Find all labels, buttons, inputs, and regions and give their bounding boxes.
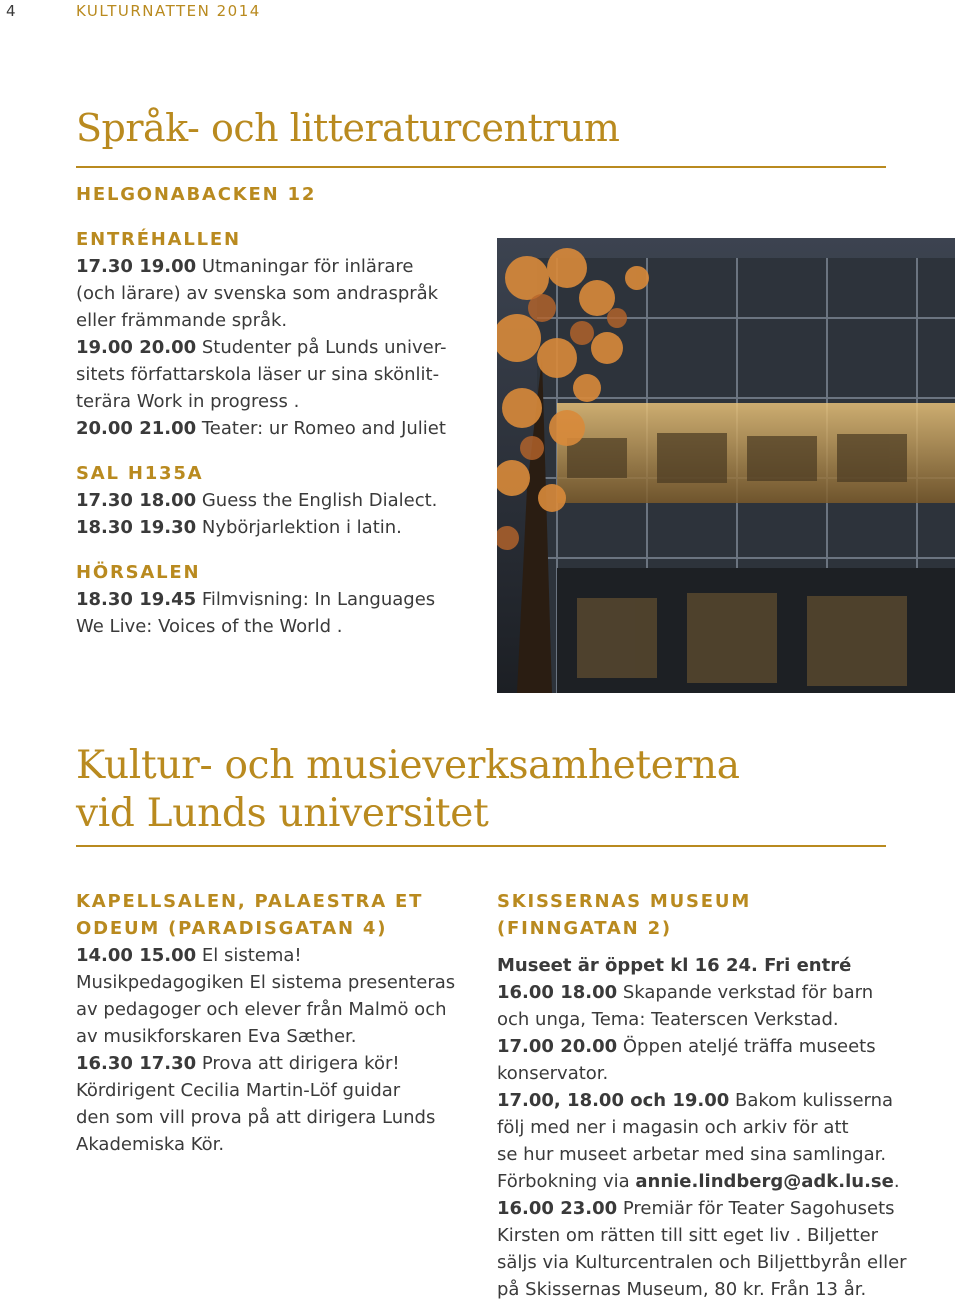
program-line: och unga, Tema: Teaterscen Verkstad. xyxy=(497,1009,839,1030)
program-line: (och lärare) av svenska som andraspråk xyxy=(76,283,439,304)
program-line: säljs via Kulturcentralen och Biljettbyrån eller xyxy=(497,1252,907,1273)
venue-heading: HÖRSALEN xyxy=(76,562,201,583)
section2-left-column xyxy=(76,888,476,1158)
time-label: 19.00 20.00 xyxy=(76,337,197,358)
time-label: 17.00 20.00 xyxy=(497,1036,618,1057)
section-title-2-line2: vid Lunds universitet xyxy=(76,791,489,836)
time-label: 17.30 18.00 xyxy=(76,490,197,511)
time-label: 17.30 19.00 xyxy=(76,256,197,277)
program-line: Kördirigent Cecilia Martin-Löf guidar xyxy=(76,1080,401,1101)
page-number: 4 xyxy=(6,2,16,20)
program-line: 18.30 19.45 Filmvisning: In Languages xyxy=(76,589,436,610)
title-rule-1 xyxy=(76,166,886,168)
program-line: på Skissernas Museum, 80 kr. Från 13 år. xyxy=(497,1279,867,1300)
program-line: 14.00 15.00 El sistema! xyxy=(76,945,302,966)
skissernas-lines xyxy=(497,952,917,1303)
program-line: av pedagoger och elever från Malmö och xyxy=(76,999,447,1020)
time-label: 16.30 17.30 xyxy=(76,1053,197,1074)
program-line xyxy=(497,952,917,979)
address: HELGONABACKEN 12 xyxy=(76,184,317,205)
program-line: 17.30 18.00 Guess the English Dialect. xyxy=(76,490,438,511)
time-label: 17.00, 18.00 och 19.00 xyxy=(497,1090,730,1111)
skissernas-heading-1: SKISSERNAS MUSEUM xyxy=(497,891,752,912)
building-photo xyxy=(497,238,955,693)
program-line: konservator. xyxy=(497,1063,609,1084)
program-line: 17.00, 18.00 och 19.00 Bakom kulisserna xyxy=(497,1090,894,1111)
program-line: Förbokning via annie.lindberg@adk.lu.se. xyxy=(497,1171,900,1192)
skissernas-heading-2: (FINNGATAN 2) xyxy=(497,918,672,939)
program-line: se hur museet arbetar med sina samlingar. xyxy=(497,1144,887,1165)
section1-column xyxy=(76,181,486,640)
program-line: Kirsten om rätten till sitt eget liv . Biljetter xyxy=(497,1225,879,1246)
running-title: KULTURNATTEN 2014 xyxy=(76,2,261,20)
venue-heading: ENTRÉHALLEN xyxy=(76,229,241,250)
kapellsalen-lines xyxy=(76,942,476,1158)
time-label: 16.00 23.00 xyxy=(497,1198,618,1219)
program-line: 17.00 20.00 Öppen ateljé träffa museets xyxy=(497,1036,876,1057)
program-line: följ med ner i magasin och arkiv för att xyxy=(497,1117,849,1138)
time-label: 18.30 19.30 xyxy=(76,517,197,538)
program-line: 16.00 23.00 Premiär för Teater Sagohusets xyxy=(497,1198,895,1219)
program-line: 18.30 19.30 Nybörjarlektion i latin. xyxy=(76,517,402,538)
kapellsalen-heading-2: ODEUM (PARADISGATAN 4) xyxy=(76,918,388,939)
program-line: 16.00 18.00 Skapande verkstad för barn xyxy=(497,982,874,1003)
time-label: Museet är öppet kl 16 24. Fri entré xyxy=(497,955,852,976)
program-line: terära Work in progress . xyxy=(76,391,300,412)
section1-groups xyxy=(76,226,486,640)
program-line: 17.30 19.00 Utmaningar för inlärare xyxy=(76,256,414,277)
program-line: eller främmande språk. xyxy=(76,310,288,331)
program-line: den som vill prova på att dirigera Lunds xyxy=(76,1107,436,1128)
section-title-1: Språk- och litteraturcentrum xyxy=(76,106,620,150)
program-line: 20.00 21.00 Teater: ur Romeo and Juliet xyxy=(76,418,446,439)
email-address: annie.lindberg@adk.lu.se xyxy=(635,1171,894,1192)
program-line: sitets författarskola läser ur sina skönlit- xyxy=(76,364,440,385)
program-line: av musikforskaren Eva Sæther. xyxy=(76,1026,357,1047)
time-label: 14.00 15.00 xyxy=(76,945,197,966)
time-label: 18.30 19.45 xyxy=(76,589,197,610)
program-line: We Live: Voices of the World . xyxy=(76,616,343,637)
program-line: Akademiska Kör. xyxy=(76,1134,225,1155)
time-label: 20.00 21.00 xyxy=(76,418,197,439)
venue-heading: SAL H135A xyxy=(76,463,204,484)
section2-right-column xyxy=(497,888,917,1303)
time-label: 16.00 18.00 xyxy=(497,982,618,1003)
program-line: 16.30 17.30 Prova att dirigera kör! xyxy=(76,1053,400,1074)
building-photo-image xyxy=(497,238,955,693)
page-header xyxy=(0,0,960,22)
kapellsalen-heading-1: KAPELLSALEN, PALAESTRA ET xyxy=(76,891,424,912)
title-rule-2 xyxy=(76,845,886,847)
section-title-2-line1: Kultur- och musieverksamheterna xyxy=(76,743,740,788)
program-line: 19.00 20.00 Studenter på Lunds univer- xyxy=(76,337,447,358)
section-title-2 xyxy=(76,742,740,838)
program-line: Musikpedagogiken El sistema presenteras xyxy=(76,972,456,993)
